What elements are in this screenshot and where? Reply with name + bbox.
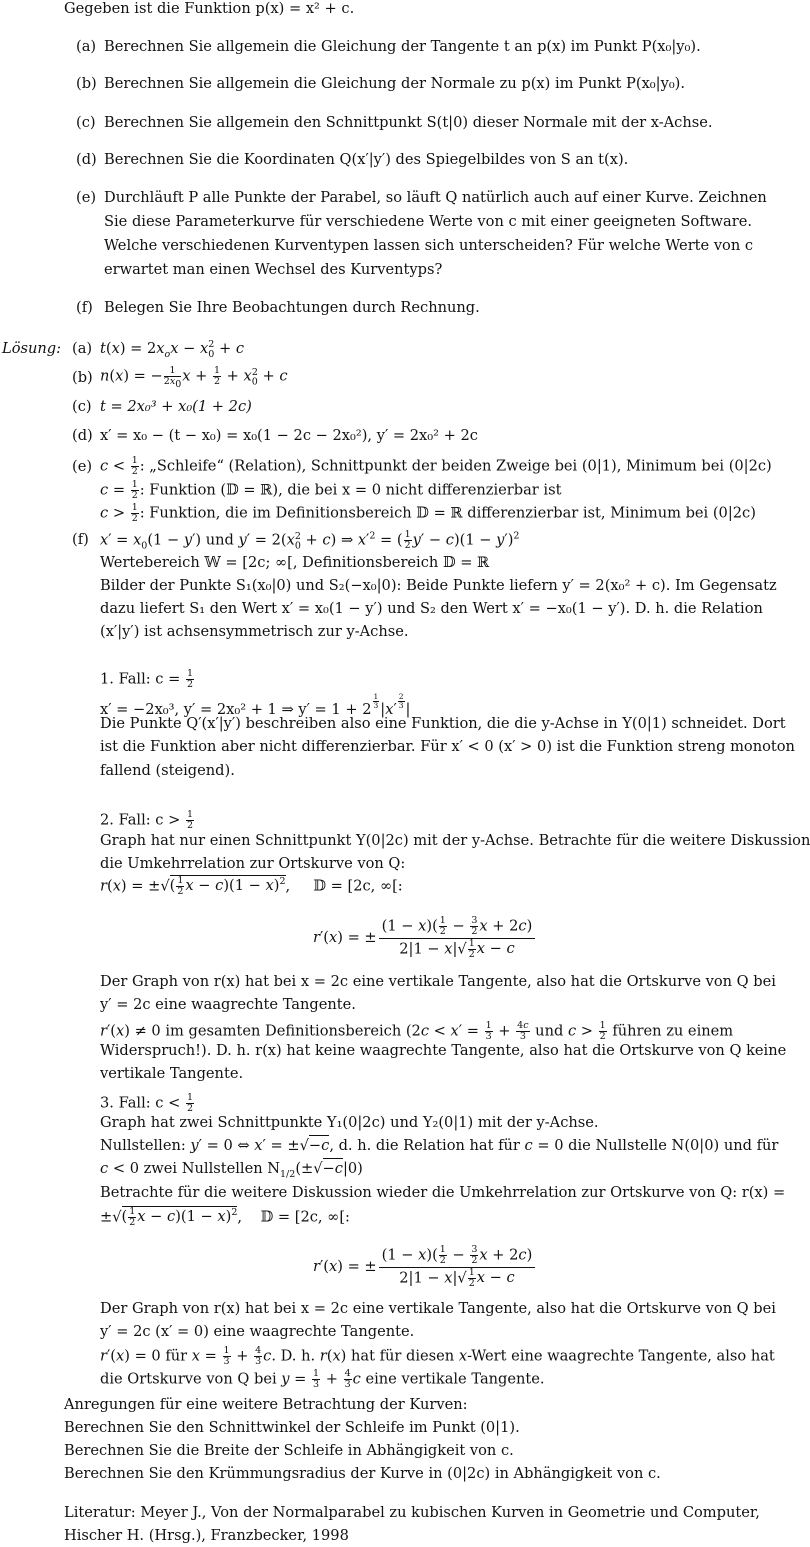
suggestion-2: Berechnen Sie die Breite der Schleife in Abhängigkeit von c. [64, 1442, 514, 1459]
case3-zero-2: die Ortskurve von Q bei y = $\frac{1}{3}$ + $\frac{4}{3}$ c eine vertikale Tangente. [100, 1368, 545, 1390]
solution-label-b: (b) [72, 369, 93, 386]
task-label-d: (d) [76, 151, 97, 168]
case3-derivative: r′(x) = ± (1 − x)( $\frac{1}{2}$ − $\frac{3}{2}$ x + 2c) 2|1 − x|√ $\frac{1}{2}$ x − c [313, 1245, 537, 1289]
case1-equation: x′ = −2x₀³, y′ = 2x₀² + 1 ⇒ y′ = 1 + 2 $\frac{1}{3}$ |x′ $\frac{2}{3}$ | [100, 692, 411, 718]
case2-text-1: Graph hat nur einen Schnittpunkt Y(0|2c) mit der y-Achse. Betrachte für die weitere Diskussion [100, 832, 810, 849]
task-b-text: Berechnen Sie allgemein die Gleichung der Normale zu p(x) im Punkt P(x₀|y₀). [104, 75, 685, 92]
case1-text-1: Die Punkte Q′(x′|y′) beschreiben also eine Funktion, die die y-Achse in Y(0|1) schneidet. Dort [100, 715, 786, 732]
solution-f-para-2: dazu liefert S₁ den Wert x′ = x₀(1 − y′) und S₂ den Wert x′ = −x₀(1 − y′). D. h. die Relation [100, 600, 763, 617]
case2-after2-1: Widerspruch!). D. h. r(x) hat keine waagrechte Tangente, also hat die Ortskurve von Q keine [100, 1042, 787, 1059]
case3-zeros-2: c < 0 zwei Nullstellen $N_{1/2}(\pm√-c|0)$ [100, 1160, 363, 1180]
case2-title: 2. Fall: c > $\frac{1}{2}$ [100, 809, 194, 831]
solution-label-f: (f) [72, 531, 89, 548]
task-f-text: Belegen Sie Ihre Beobachtungen durch Rechnung. [104, 299, 480, 316]
literature-line-2: Hischer H. (Hrsg.), Franzbecker, 1998 [64, 1527, 349, 1544]
suggestion-3: Berechnen Sie den Krümmungsradius der Kurve in (0|2c) in Abhängigkeit von c. [64, 1465, 661, 1482]
solution-e-case-2: c = $\frac{1}{2}$ : Funktion (𝔻 = ℝ), die bei x = 0 nicht differenzierbar ist [100, 479, 562, 501]
case2-text-2: die Umkehrrelation zur Ortskurve von Q: [100, 855, 406, 872]
solution-c-formula: t = 2x₀³ + x₀(1 + 2c) [100, 398, 252, 415]
task-a-text: Berechnen Sie allgemein die Gleichung der Tangente t an p(x) im Punkt P(x₀|y₀). [104, 38, 701, 55]
task-label-c: (c) [76, 114, 96, 131]
solution-label-a: (a) [72, 340, 93, 357]
solution-e-case-1: c < $\frac{1}{2}$ : „Schleife“ (Relation), Schnittpunkt der beiden Zweige bei (0|1), Minimum bei (0|2c) [100, 455, 772, 477]
task-label-e: (e) [76, 189, 97, 206]
task-label-f: (f) [76, 299, 93, 316]
case3-after-1: Der Graph von r(x) hat bei x = 2c eine vertikale Tangente, also hat die Ortskurve von Q bei [100, 1300, 776, 1317]
case2-derivative: r′(x) = ± (1 − x)( $\frac{1}{2}$ − $\frac{3}{2}$ x + 2c) 2|1 − x|√ $\frac{1}{2}$ x − c [313, 916, 537, 960]
case1-title: 1. Fall: c = $\frac{1}{2}$ [100, 668, 194, 690]
task-d-text: Berechnen Sie die Koordinaten Q(x′|y′) des Spiegelbildes von S an t(x). [104, 151, 629, 168]
solution-heading: Lösung: [2, 340, 62, 357]
solution-a-formula: $t(x) = 2x_ox - x^2_0 + c$ [100, 339, 245, 360]
solution-e-case-3: c > $\frac{1}{2}$ : Funktion, die im Definitionsbereich 𝔻 = ℝ differenzierbar ist, Minimum bei (0|2c) [100, 502, 756, 524]
solution-d-formula: x′ = x₀ − (t − x₀) = x₀(1 − 2c − 2x₀²), y′ = 2x₀² + 2c [100, 427, 478, 444]
case2-after-1: Der Graph von r(x) hat bei x = 2c eine vertikale Tangente, also hat die Ortskurve von Q bei [100, 973, 776, 990]
intro-text: Gegeben ist die Funktion p(x) = x² + c. [64, 0, 355, 17]
case2-after-2: y′ = 2c eine waagrechte Tangente. [100, 996, 356, 1013]
case2-after2-2: vertikale Tangente. [100, 1065, 244, 1082]
case1-text-2: ist die Funktion aber nicht differenzierbar. Für x′ < 0 (x′ > 0) ist die Funktion streng monoton [100, 738, 795, 755]
case1-text-3: fallend (steigend). [100, 762, 235, 779]
literature-line-1: Literatur: Meyer J., Von der Normalparabel zu kubischen Kurven in Geometrie und Computer, [64, 1504, 760, 1521]
task-e-line-2: Sie diese Parameterkurve für verschiedene Werte von c mit einer geeigneten Software. [104, 213, 752, 230]
task-label-a: (a) [76, 38, 97, 55]
case3-zeros-1: Nullstellen: y′ = 0 ⇔ x′ = ±√−c, d. h. die Relation hat für c = 0 die Nullstelle N(0|0) und für [100, 1137, 779, 1154]
task-e-line-3: Welche verschiedenen Kurventypen lassen sich unterscheiden? Für welche Werte von c [104, 237, 754, 254]
task-c-text: Berechnen Sie allgemein den Schnittpunkt S(t|0) dieser Normale mit der x-Achse. [104, 114, 713, 131]
case3-text-1: Graph hat zwei Schnittpunkte Y₁(0|2c) und Y₂(0|1) mit der y-Achse. [100, 1114, 599, 1131]
solution-f-para-1: Bilder der Punkte S₁(x₀|0) und S₂(−x₀|0): Beide Punkte liefern y′ = 2(x₀² + c). Im Gegensatz [100, 577, 777, 594]
solution-label-d: (d) [72, 427, 93, 444]
case2-r-formula: r(x) = ±√( $\frac{1}{2}$ $x - c)(1 - x)^2$, 𝔻 = [2c, ∞[: [100, 875, 403, 897]
solution-label-e: (e) [72, 458, 93, 475]
case3-after-2: y′ = 2c (x′ = 0) eine waagrechte Tangente. [100, 1323, 415, 1340]
case3-r-formula: ±√( $\frac{1}{2}$ $x - c)(1 - x)^2$, 𝔻 = [2c, ∞[: [100, 1206, 350, 1228]
suggestions-heading: Anregungen für eine weitere Betrachtung der Kurven: [64, 1396, 468, 1413]
solution-b-formula: n(x) = − $\frac{1}{2x_0}$ x + $\frac{1}{2}$ + $x_0^2 + c$ [100, 365, 288, 390]
solution-f-para-3: (x′|y′) ist achsensymmetrisch zur y-Achse. [100, 623, 409, 640]
solution-label-c: (c) [72, 398, 92, 415]
case3-text-2: Betrachte für die weitere Diskussion wieder die Umkehrrelation zur Ortskurve von Q: r(x) = [100, 1184, 786, 1201]
case2-nonzero: r′(x) ≠ 0 im gesamten Definitionsbereich (2c < x′ = $\frac{1}{3}$ + $\frac{4c}{3}$ und c > $\frac{1}{2}$ führen zu einem [100, 1020, 734, 1042]
suggestion-1: Berechnen Sie den Schnittwinkel der Schleife im Punkt (0|1). [64, 1419, 520, 1436]
case3-zero-1: r′(x) = 0 für x = $\frac{1}{3}$ + $\frac{4}{3}$ c. D. h. r(x) hat für diesen x-Wert eine waagrechte Tangente, also hat [100, 1345, 775, 1367]
solution-f-range: Wertebereich 𝕎 = [2c; ∞[, Definitionsbereich 𝔻 = ℝ [100, 554, 490, 571]
case3-title: 3. Fall: c < $\frac{1}{2}$ [100, 1092, 194, 1114]
solution-f-formula: $x' = x_0(1 - y')$ und $y' = 2(x_0^2 + c)$ ⇒ $x'^2$ = ( $\frac{1}{2}$ $y' - c)(1 - y')^2$ [100, 529, 520, 552]
task-label-b: (b) [76, 75, 97, 92]
task-e-line-1: Durchläuft P alle Punkte der Parabel, so läuft Q natürlich auch auf einer Kurve. Zeichnen [104, 189, 767, 206]
task-e-line-4: erwartet man einen Wechsel des Kurventyps? [104, 261, 443, 278]
